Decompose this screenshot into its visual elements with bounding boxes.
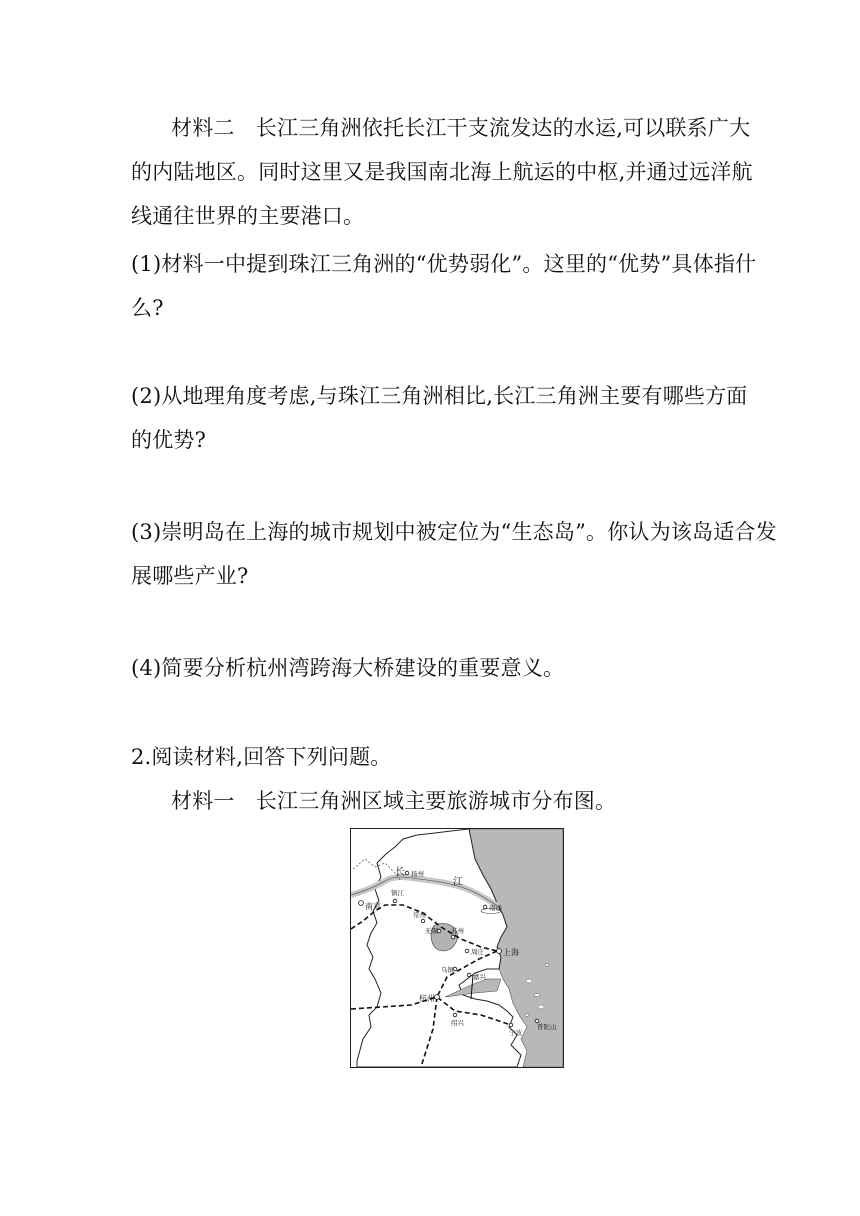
city-label-yangzhou: 扬州 <box>411 870 424 878</box>
task-2-heading: 2.阅读材料,回答下列问题。 <box>131 745 392 769</box>
city-label-suzhou: 苏州 <box>451 927 464 935</box>
city-dot-jiaxing <box>467 973 471 977</box>
city-label-changzhou: 常州 <box>413 911 426 919</box>
city-label-jiaxing: 嘉兴 <box>473 973 486 981</box>
question-3-line-2: 展哪些产业? <box>131 564 249 588</box>
question-1-line-2: 么? <box>131 296 164 320</box>
city-label-ningbo: 宁波 <box>509 1029 522 1037</box>
map-figure <box>351 829 563 1067</box>
city-dot-shanghai <box>497 949 502 954</box>
question-2-line-1: (2)从地理角度考虑,与珠江三角洲相比,长江三角洲主要有哪些方面 <box>131 384 748 408</box>
question-3-line-1: (3)崇明岛在上海的城市规划中被定位为“生态岛”。你认为该岛适合发 <box>131 520 777 544</box>
city-label-wuzhen: 乌镇 <box>441 966 454 974</box>
city-label-shaoxing: 绍兴 <box>451 1019 464 1027</box>
task-2-material-1: 材料一 长江三角洲区域主要旅游城市分布图。 <box>171 789 617 813</box>
city-dot-zhenjiang <box>393 899 397 903</box>
material-2-line-3: 线通往世界的主要港口。 <box>131 204 365 228</box>
city-label-zhenjiang: 镇江 <box>391 889 404 897</box>
material-2-line-2: 的内陆地区。同时这里又是我国南北海上航运的中枢,并通过远洋航 <box>131 160 753 184</box>
city-label-putuoshan: 普陀山 <box>537 1023 557 1031</box>
question-1-line-1: (1)材料一中提到珠江三角洲的“优势弱化”。这里的“优势”具体指什 <box>131 252 757 276</box>
river-char-jiang: 江 <box>453 877 463 888</box>
river-char-chang: 长 <box>395 867 405 878</box>
city-dot-yangzhou <box>405 871 409 875</box>
city-label-nanjing: 南京 <box>365 902 381 911</box>
question-2-line-2: 的优势? <box>131 428 207 452</box>
city-dot-zhouzhuang <box>465 949 469 953</box>
city-label-nantong: 南通 <box>489 904 502 912</box>
question-4-line-1: (4)简要分析杭州湾跨海大桥建设的重要意义。 <box>131 656 565 680</box>
material-2-line-1: 材料二 长江三角洲依托长江干支流发达的水运,可以联系广大 <box>171 116 751 140</box>
city-dot-shaoxing <box>453 1013 457 1017</box>
city-dot-nanjing <box>359 901 364 906</box>
city-dot-changzhou <box>421 919 425 923</box>
city-label-shanghai: 上海 <box>503 948 519 957</box>
city-dot-suzhou <box>451 935 455 939</box>
tourism-city-map <box>350 828 564 1068</box>
city-dot-nantong <box>483 905 487 909</box>
city-label-hangzhou: 杭州 <box>419 994 435 1003</box>
city-dot-ningbo <box>509 1023 513 1027</box>
city-label-zhouzhuang: 周庄 <box>471 948 484 956</box>
city-dot-hangzhou <box>435 995 440 1000</box>
city-label-wuxi: 无锡 <box>425 927 438 935</box>
